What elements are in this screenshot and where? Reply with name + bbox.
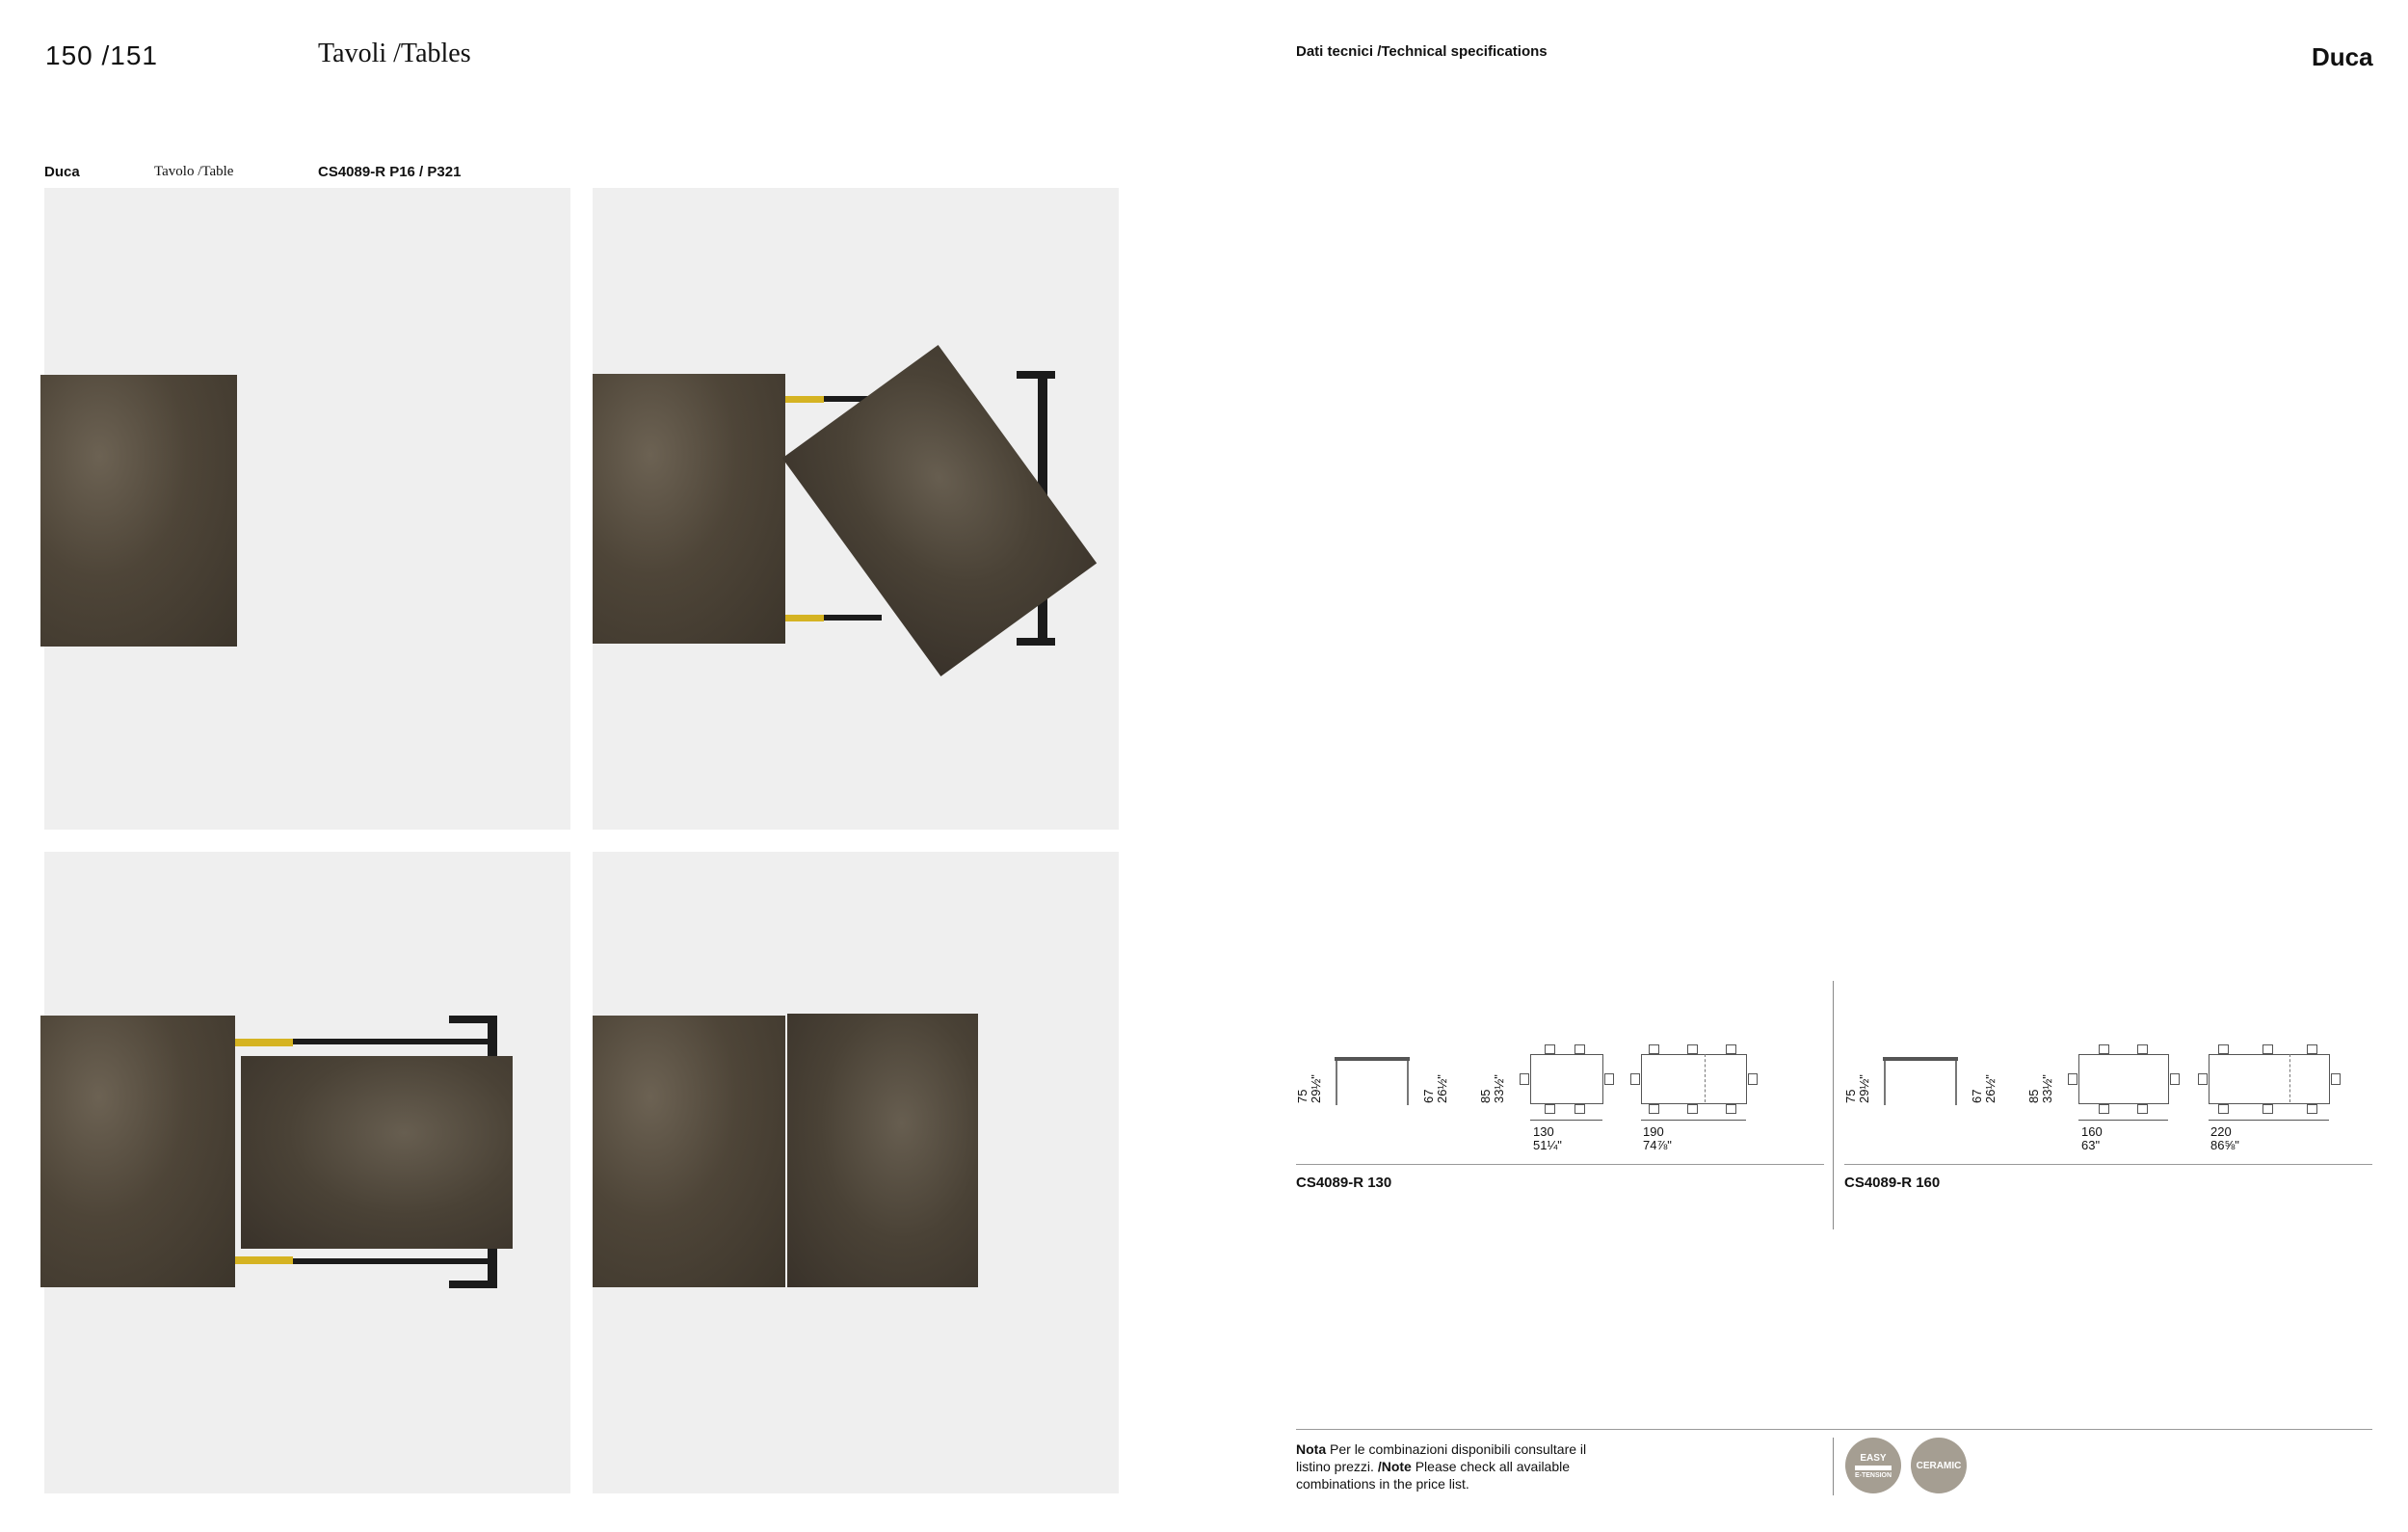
chair — [2262, 1044, 2273, 1054]
elevation-leg — [1884, 1061, 1886, 1105]
chair — [1649, 1044, 1659, 1054]
section-title: Tavoli /Tables — [318, 39, 471, 68]
table-top-fixed — [593, 374, 785, 644]
chair — [2170, 1073, 2180, 1085]
chair — [2307, 1104, 2317, 1114]
elevation-top — [1883, 1057, 1958, 1061]
photo-extended — [593, 852, 1119, 1493]
frame-bar — [1017, 371, 1055, 379]
dim-line — [2209, 1120, 2329, 1121]
chair — [2198, 1073, 2208, 1085]
depth-label: 85 33½" — [1478, 1074, 1506, 1103]
chair — [1726, 1044, 1736, 1054]
elevation-leg — [1955, 1061, 1957, 1105]
dim-line — [1530, 1120, 1602, 1121]
photo-rotating — [593, 188, 1119, 830]
table-top-extension — [787, 1014, 978, 1287]
frame-bar — [449, 1016, 497, 1023]
chair — [2099, 1104, 2109, 1114]
extension-joint — [2289, 1054, 2291, 1102]
divider — [1833, 1438, 1834, 1495]
elevation-top — [1335, 1057, 1410, 1061]
chair — [2218, 1044, 2229, 1054]
spec-rule — [1296, 1164, 1824, 1165]
note-rule — [1296, 1429, 2372, 1430]
elevation-leg — [1407, 1061, 1409, 1105]
chair — [1574, 1044, 1585, 1054]
dim-line — [2078, 1120, 2168, 1121]
open-length: 220 86⅝" — [2210, 1124, 2239, 1152]
table-top-rotating — [782, 345, 1097, 676]
chair — [1687, 1104, 1698, 1114]
extension-rail — [235, 1256, 293, 1264]
specs-title: Dati tecnici /Technical specifications — [1296, 43, 1548, 60]
closed-length: 130 51¼" — [1533, 1124, 1562, 1152]
page-numbers: 150 /151 — [45, 40, 158, 70]
frame-bar — [293, 1258, 495, 1264]
spec-rule — [1844, 1164, 2372, 1165]
chair — [2331, 1073, 2341, 1085]
plan-closed — [1530, 1054, 1603, 1104]
dim-line — [1641, 1120, 1746, 1121]
frame-bar — [824, 615, 882, 621]
product-name: Duca — [44, 164, 80, 180]
extension-rail — [785, 615, 824, 621]
height-label: 75 29½" — [1843, 1074, 1871, 1103]
extension-joint — [1705, 1054, 1707, 1102]
chair — [2218, 1104, 2229, 1114]
extension-icon — [1855, 1466, 1892, 1470]
frame-bar — [293, 1039, 495, 1044]
plan-closed — [2078, 1054, 2169, 1104]
table-top-fixed — [40, 1016, 235, 1287]
photo-sliding — [44, 852, 570, 1493]
chair — [2137, 1104, 2148, 1114]
open-length: 190 74⅞" — [1643, 1124, 1672, 1152]
depth-label: 85 33½" — [2026, 1074, 2054, 1103]
height-label: 75 29½" — [1295, 1074, 1323, 1103]
clearance-label: 67 26½" — [1970, 1074, 1998, 1103]
chair — [2137, 1044, 2148, 1054]
chair — [1726, 1104, 1736, 1114]
chair — [1520, 1073, 1529, 1085]
chair — [2068, 1073, 2077, 1085]
frame-bar — [1017, 638, 1055, 646]
easy-extension-badge: EASY E-TENSION — [1845, 1438, 1901, 1493]
chair — [1574, 1104, 1585, 1114]
frame-bar — [449, 1281, 497, 1288]
elevation-leg — [1336, 1061, 1337, 1105]
chair — [2307, 1044, 2317, 1054]
extension-rail — [235, 1039, 293, 1046]
chair — [1545, 1104, 1555, 1114]
chair — [1604, 1073, 1614, 1085]
plan-open — [2209, 1054, 2330, 1104]
table-top — [40, 375, 237, 647]
ceramic-badge: CERAMIC — [1911, 1438, 1967, 1493]
chair — [1687, 1044, 1698, 1054]
brand-name: Duca — [2312, 42, 2373, 71]
model-130: CS4089-R 130 — [1296, 1175, 1392, 1191]
product-type: Tavolo /Table — [154, 164, 234, 179]
chair — [1649, 1104, 1659, 1114]
table-top-sliding — [241, 1056, 513, 1249]
table-top-fixed — [593, 1016, 785, 1287]
chair — [2099, 1044, 2109, 1054]
photo-closed — [44, 188, 570, 830]
chair — [1545, 1044, 1555, 1054]
closed-length: 160 63" — [2081, 1124, 2103, 1152]
clearance-label: 67 26½" — [1421, 1074, 1449, 1103]
extension-rail — [785, 396, 824, 403]
divider — [1833, 981, 1834, 1229]
chair — [1748, 1073, 1758, 1085]
product-code: CS4089-R P16 / P321 — [318, 164, 462, 180]
chair — [2262, 1104, 2273, 1114]
note: Nota Per le combinazioni disponibili consultare il listino prezzi. /Note Please check all available combinations in the price list. — [1296, 1441, 1587, 1492]
chair — [1630, 1073, 1640, 1085]
model-160: CS4089-R 160 — [1844, 1175, 1941, 1191]
plan-open — [1641, 1054, 1747, 1104]
